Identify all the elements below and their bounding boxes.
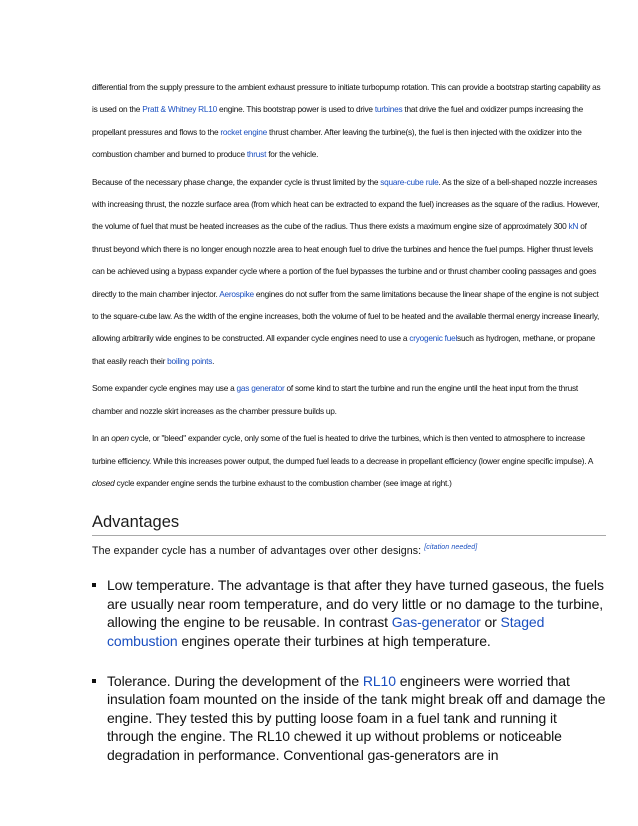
link-kn[interactable]: kN (568, 221, 579, 232)
list-item-low-temperature (92, 576, 606, 650)
text-run: cycle, or "bleed" expander cycle, only some of the fuel is heated to drive the turbines, which is then vented to atmosphere to increase turbine efficiency. While this increases power output, the dumped fuel leads to a decrease in propellant efficiency (lower engine specific impulse). A (92, 433, 593, 466)
text-run: differential from the supply pressure to the ambient exhaust pressure to initiate turbopump rotation. This can provide a bootstrap starting capability as is used on the (92, 82, 601, 115)
citation-needed-link[interactable]: [citation needed] (424, 544, 478, 552)
link-staged-combustion[interactable]: Staged combustion (107, 614, 545, 649)
text-run: . As the size of a bell-shaped nozzle increases with increasing thrust, the nozzle surface area (from which heat can be extracted to expand the fuel) increases as the square of the radius. However, the volume of fuel that must be heated increases as the cube of the radius. Thus there exists a maximum engine size of approximately 300 (92, 176, 600, 232)
emphasis-text: open (111, 433, 129, 444)
text-run: Because of the necessary phase change, the expander cycle is thrust limited by the (92, 176, 381, 187)
text-run: of some kind to start the turbine and run the engine until the heat input from the thrust chamber and nozzle skirt increases as the chamber pressure builds up. (92, 383, 578, 416)
link-thrust[interactable]: thrust (246, 149, 267, 160)
text-run: Tolerance. During the development of the (107, 672, 363, 689)
text-run: for the vehicle. (266, 149, 319, 160)
link-square-cube-rule[interactable]: square-cube rule (380, 176, 439, 187)
body-paragraphs (92, 76, 606, 494)
advantages-intro-text: The expander cycle has a number of advantages over other designs: (92, 545, 422, 558)
paragraph-gas-generator (92, 377, 606, 422)
list-item-tolerance (92, 672, 606, 764)
text-run: that drive the fuel and oxidizer pumps increasing the propellant pressures and flows to the (92, 104, 584, 137)
advantages-intro (92, 544, 606, 558)
link-rl10[interactable]: RL10 (362, 672, 396, 689)
text-run: engines do not suffer from the same limitations because the linear shape of the engine is not subject to the square-cube law. As the width of the engine increases, both the volume of fuel to be heated and the available thermal energy increase linearly, allowing arbitrarily wide engines to be constructed. All expander cycle engines need to use a (92, 288, 600, 344)
link-pratt-whitney-rl10[interactable]: Pratt & Whitney RL10 (142, 104, 217, 115)
advantages-list (92, 576, 606, 764)
text-run: engine. This bootstrap power is used to drive (217, 104, 375, 115)
bullet-square-icon (92, 679, 96, 683)
link-rocket-engine[interactable]: rocket engine (220, 126, 267, 137)
link-turbines[interactable]: turbines (374, 104, 403, 115)
link-gas-generator[interactable]: gas generator (236, 383, 285, 394)
text-run: thrust chamber. After leaving the turbine(s), the fuel is then injected with the oxidizer into the combustion chamber and burned to produce (92, 126, 582, 160)
text-run: Some expander cycle engines may use a (92, 383, 237, 394)
link-aerospike[interactable]: Aerospike (219, 288, 254, 299)
text-run: of thrust beyond which there is no longer enough nozzle area to heat enough fuel to drive the turbines and hence the fuel pumps. Higher thrust levels can be achieved using a bypass expander cycle where a portion of the fuel bypasses the turbine and or thrust chamber cooling passages and goes directly to the main chamber injector. (92, 221, 597, 299)
link-boiling-points[interactable]: boiling points (167, 355, 213, 366)
link-cryogenic-fuel[interactable]: cryogenic fuel (409, 333, 458, 344)
text-run: engineers were worried that insulation foam mounted on the inside of the tank might break off and damage the engine. They tested this by putting loose foam in a fuel tank and running it through the engine. The RL10 chewed it up without problems or noticeable degradation in performance. Conventional gas-generators are in (107, 672, 606, 763)
text-run: such as hydrogen, methane, or propane that easily reach their (92, 333, 595, 366)
text-run: engines operate their turbines at high temperature. (177, 632, 491, 649)
text-run: Low temperature. The advantage is that after they have turned gaseous, the fuels are usually near room temperature, and do very little or no damage to the turbine, allowing the engine to be reusable. In contrast (107, 577, 604, 631)
text-run: In an (92, 433, 112, 444)
bullet-square-icon (92, 583, 96, 587)
paragraph-square-cube (92, 171, 606, 373)
paragraph-open-cycle (92, 427, 606, 494)
text-run: cycle expander engine sends the turbine exhaust to the combustion chamber (see image at right.) (114, 477, 452, 488)
text-run: or (480, 614, 501, 631)
text-run: . (212, 355, 215, 366)
link-gas-generator[interactable]: Gas-generator (391, 614, 481, 631)
section-heading-advantages: Advantages (92, 512, 606, 536)
paragraph-bootstrap (92, 76, 606, 166)
emphasis-text: closed (92, 477, 115, 488)
